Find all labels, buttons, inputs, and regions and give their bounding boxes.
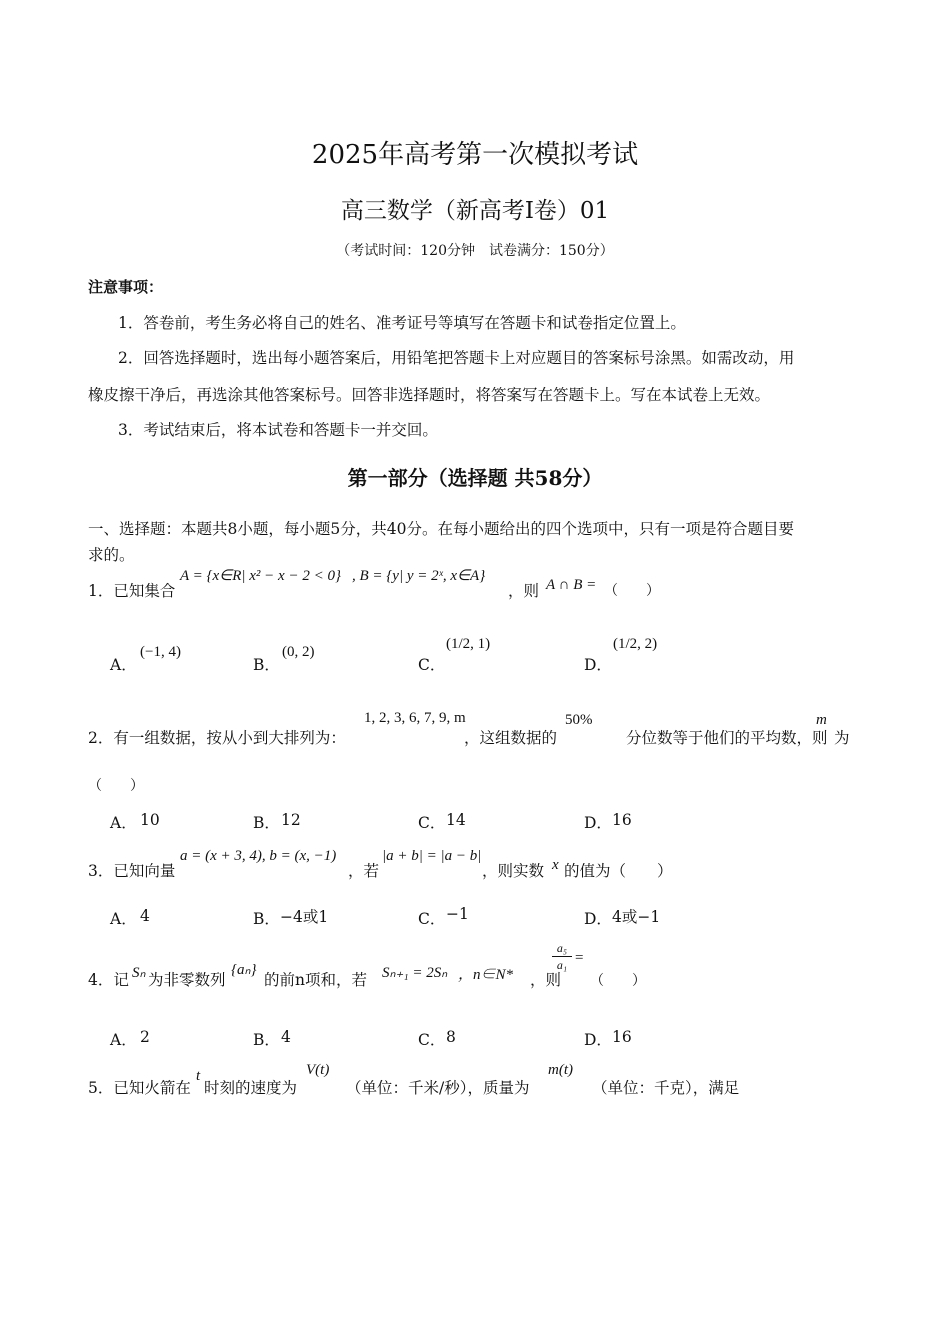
q2-option-b-value: 12: [281, 811, 301, 829]
q4-condition: Sₙ₊₁ = 2Sₙ: [382, 965, 448, 981]
q5-stem-mid: 时刻的速度为: [204, 1079, 298, 1097]
notice-heading: 注意事项：: [88, 278, 164, 296]
q4-option-c-value: 8: [446, 1028, 456, 1046]
exam-subtitle: 高三数学（新高考Ⅰ卷）01: [340, 198, 610, 224]
q4-sn: Sₙ: [132, 965, 146, 981]
q4-option-c-label: C．: [418, 1031, 446, 1049]
q1-set-b: , B = {y| y = 2ˣ, x∈A}: [352, 568, 486, 584]
q3-stem-mid-2: ，则实数: [482, 862, 545, 880]
q2-stem-mid-2: 分位数等于他们的平均数，则: [626, 729, 828, 747]
q1-option-a-value: (−1, 4): [140, 644, 181, 660]
q3-condition: |a + b| = |a − b|: [382, 848, 482, 864]
q3-vectors: a = (x + 3, 4), b = (x, −1): [180, 848, 337, 864]
q3-var: x: [552, 857, 559, 873]
q4-option-b-label: B．: [253, 1031, 280, 1049]
q3-stem-start: 3．已知向量: [88, 862, 176, 880]
q1-option-c-value: (1/2, 1): [446, 636, 491, 652]
q3-stem-mid: ，若: [348, 862, 380, 880]
q4-option-a-label: A．: [110, 1031, 137, 1049]
q5-stem-start: 5．已知火箭在: [88, 1079, 191, 1097]
q1-option-a-label: A．: [110, 656, 137, 674]
q2-answer-paren: （ ）: [88, 778, 144, 794]
q4-an: {aₙ}: [231, 962, 257, 978]
q3-option-b-value: −4或1: [280, 908, 329, 926]
q4-fraction: [552, 940, 572, 973]
q4-answer-paren: （ ）: [590, 973, 646, 989]
q2-option-a-value: 10: [140, 811, 160, 829]
q3-option-d-value: 4或−1: [612, 908, 661, 926]
q2-option-c-value: 14: [446, 811, 466, 829]
q1-option-d-value: (1/2, 2): [613, 636, 658, 652]
q3-option-c-value: −1: [446, 905, 469, 923]
q2-option-d-value: 16: [612, 811, 632, 829]
q2-stem-end: 为: [834, 729, 850, 747]
q5-mass: m(t): [548, 1062, 573, 1078]
q2-option-a-label: A．: [110, 814, 137, 832]
q4-fraction-denominator: a₁: [556, 958, 568, 972]
q4-n-condition: ，n∈N*: [458, 967, 514, 983]
q1-option-d-label: D．: [584, 656, 612, 674]
notice-item-3: 3．考试结束后，将本试卷和答题卡一并交回。: [118, 421, 438, 439]
q4-fraction-numerator: a₅: [552, 940, 572, 957]
exam-title: 2025年高考第一次模拟考试: [311, 140, 639, 170]
q4-stem-mid-2: 的前n项和，若: [264, 971, 367, 989]
q2-var: m: [816, 712, 827, 728]
q4-equals: =: [575, 950, 584, 966]
exam-info: （考试时间：120分钟 试卷满分：150分）: [336, 243, 614, 259]
q2-data: 1, 2, 3, 6, 7, 9, m: [364, 710, 466, 726]
q1-option-b-value: (0, 2): [282, 644, 315, 660]
q5-velocity: V(t): [306, 1062, 330, 1078]
q1-answer-paren: （ ）: [604, 583, 660, 599]
q2-option-b-label: B．: [253, 814, 280, 832]
q4-option-d-label: D．: [584, 1031, 612, 1049]
q3-option-d-label: D．: [584, 910, 612, 928]
q4-stem-start: 4．记: [88, 971, 129, 989]
q3-option-a-value: 4: [140, 907, 150, 925]
notice-item-1: 1．答卷前，考生务必将自己的姓名、准考证号等填写在答题卡和试卷指定位置上。: [118, 314, 686, 332]
q2-option-d-label: D．: [584, 814, 612, 832]
q5-unit-2: （单位：千克），满足: [592, 1079, 740, 1097]
q2-percent: 50%: [565, 712, 593, 728]
q4-stem-mid: 为非零数列: [148, 971, 226, 989]
q1-set-a: A = {x∈R| x² − x − 2 < 0}: [180, 568, 341, 584]
q1-stem-start: 1．已知集合: [88, 582, 176, 600]
notice-item-2-line-1: 2．回答选择题时，选出每小题答案后，用铅笔把答题卡上对应题目的答案标号涂黑。如需改动，用: [118, 349, 795, 367]
q3-option-c-label: C．: [418, 910, 446, 928]
q2-stem-mid: ，这组数据的: [464, 729, 558, 747]
q4-stem-mid-3: ，则: [530, 971, 562, 989]
q3-option-a-label: A．: [110, 910, 137, 928]
q4-option-a-value: 2: [140, 1028, 150, 1046]
q1-option-b-label: B．: [253, 656, 280, 674]
q5-t: t: [196, 1068, 201, 1084]
q1-stem-mid: ，则: [508, 582, 540, 600]
q2-stem-start: 2．有一组数据，按从小到大排列为：: [88, 729, 346, 747]
section-intro-line-2: 求的。: [88, 546, 135, 564]
q2-option-c-label: C．: [418, 814, 446, 832]
q4-option-d-value: 16: [612, 1028, 632, 1046]
notice-item-2-line-2: 橡皮擦干净后，再选涂其他答案标号。回答非选择题时，将答案写在答题卡上。写在本试卷上无效。: [88, 386, 771, 404]
q4-option-b-value: 4: [281, 1028, 291, 1046]
part-one-heading: 第一部分（选择题 共58分）: [347, 466, 603, 490]
q1-option-c-label: C．: [418, 656, 446, 674]
q5-unit-1: （单位：千米/秒），质量为: [346, 1079, 530, 1097]
q3-stem-end: 的值为（ ）: [564, 862, 673, 880]
section-intro-line-1: 一、选择题：本题共8小题，每小题5分，共40分。在每小题给出的四个选项中，只有一项是符合题目要: [88, 520, 794, 538]
q1-expr: A ∩ B =: [546, 577, 597, 593]
q3-option-b-label: B．: [253, 910, 280, 928]
